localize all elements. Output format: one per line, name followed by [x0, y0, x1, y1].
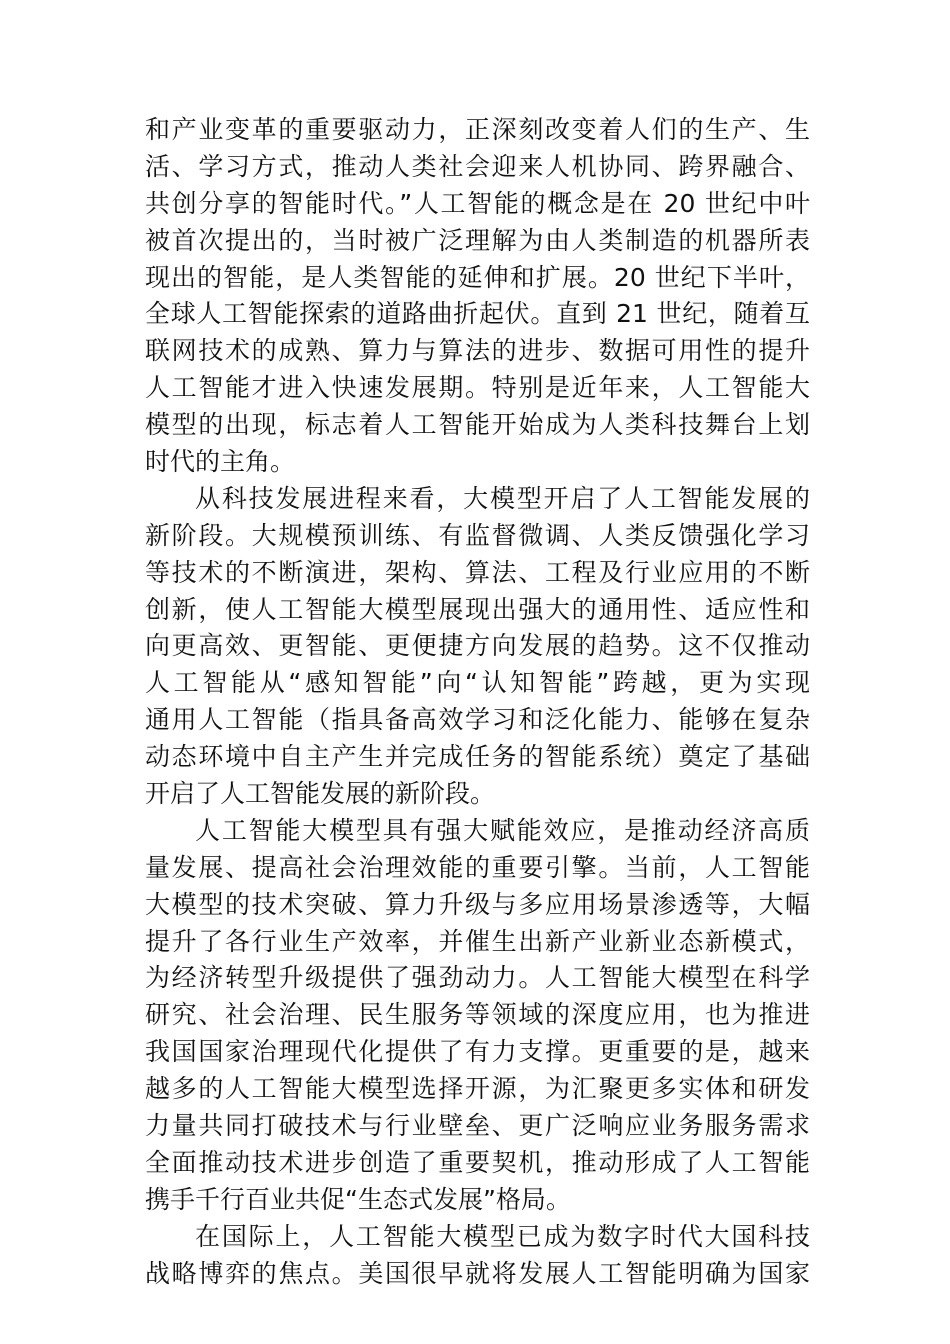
- text-line: 我国国家治理现代化提供了有力支撑。更重要的是，越来: [145, 1037, 810, 1067]
- text-line: 和产业变革的重要驱动力，正深刻改变着人们的生产、生: [145, 115, 810, 144]
- text-line: 开启了人工智能发展的新阶段。: [145, 779, 496, 809]
- paragraph-first-line: 人工智能大模型具有强大赋能效应，是推动经济高质: [195, 815, 810, 845]
- text-line: 越多的人工智能大模型选择开源，为汇聚更多实体和研发: [145, 1074, 810, 1104]
- text-line: 通用人工智能（指具备高效学习和泛化能力、能够在复杂: [145, 705, 810, 735]
- text-line: 人工智能从“感知智能”向“认知智能”跨越，更为实现: [145, 668, 810, 698]
- text-line: 人工智能才进入快速发展期。特别是近年来，人工智能大: [145, 373, 810, 403]
- text-line: 时代的主角。: [145, 447, 296, 477]
- text-line: 大模型的技术突破、算力升级与多应用场景渗透等，大幅: [145, 889, 810, 919]
- text-line: 现出的智能，是人类智能的延伸和扩展。20 世纪下半叶，: [145, 262, 810, 292]
- text-line: 等技术的不断演进，架构、算法、工程及行业应用的不断: [145, 557, 810, 587]
- text-line: 为经济转型升级提供了强劲动力。人工智能大模型在科学: [145, 963, 810, 993]
- text-line: 模型的出现，标志着人工智能开始成为人类科技舞台上划: [145, 410, 810, 440]
- text-line: 研究、社会治理、民生服务等领域的深度应用，也为推进: [145, 1000, 810, 1030]
- text-line: 活、学习方式，推动人类社会迎来人机协同、跨界融合、: [145, 151, 810, 181]
- text-line: 提升了各行业生产效率，并催生出新产业新业态新模式，: [145, 926, 810, 956]
- paragraph-first-line: 在国际上，人工智能大模型已成为数字时代大国科技: [195, 1221, 810, 1251]
- text-line: 力量共同打破技术与行业壁垒、更广泛响应业务服务需求: [145, 1111, 810, 1141]
- text-line: 携手千行百业共促“生态式发展”格局。: [145, 1184, 571, 1214]
- paragraph-first-line: 从科技发展进程来看，大模型开启了人工智能发展的: [195, 483, 810, 513]
- text-line: 向更高效、更智能、更便捷方向发展的趋势。这不仅推动: [145, 631, 810, 661]
- body-text: [145, 112, 810, 1293]
- text-line: 量发展、提高社会治理效能的重要引擎。当前，人工智能: [145, 852, 810, 882]
- text-line: 联网技术的成熟、算力与算法的进步、数据可用性的提升: [145, 336, 810, 366]
- text-line: 共创分享的智能时代。”人工智能的概念是在 20 世纪中叶: [145, 188, 810, 218]
- text-line: 全面推动技术进步创造了重要契机，推动形成了人工智能: [145, 1147, 810, 1177]
- text-line: 被首次提出的，当时被广泛理解为由人类制造的机器所表: [145, 225, 810, 255]
- text-line: 新阶段。大规模预训练、有监督微调、人类反馈强化学习: [145, 520, 810, 550]
- text-line: 战略博弈的焦点。美国很早就将发展人工智能明确为国家: [145, 1258, 810, 1288]
- text-line: 动态环境中自主产生并完成任务的智能系统）奠定了基础: [145, 742, 810, 772]
- text-line: 全球人工智能探索的道路曲折起伏。直到 21 世纪，随着互: [145, 299, 810, 329]
- text-line: 创新，使人工智能大模型展现出强大的通用性、适应性和: [145, 594, 810, 624]
